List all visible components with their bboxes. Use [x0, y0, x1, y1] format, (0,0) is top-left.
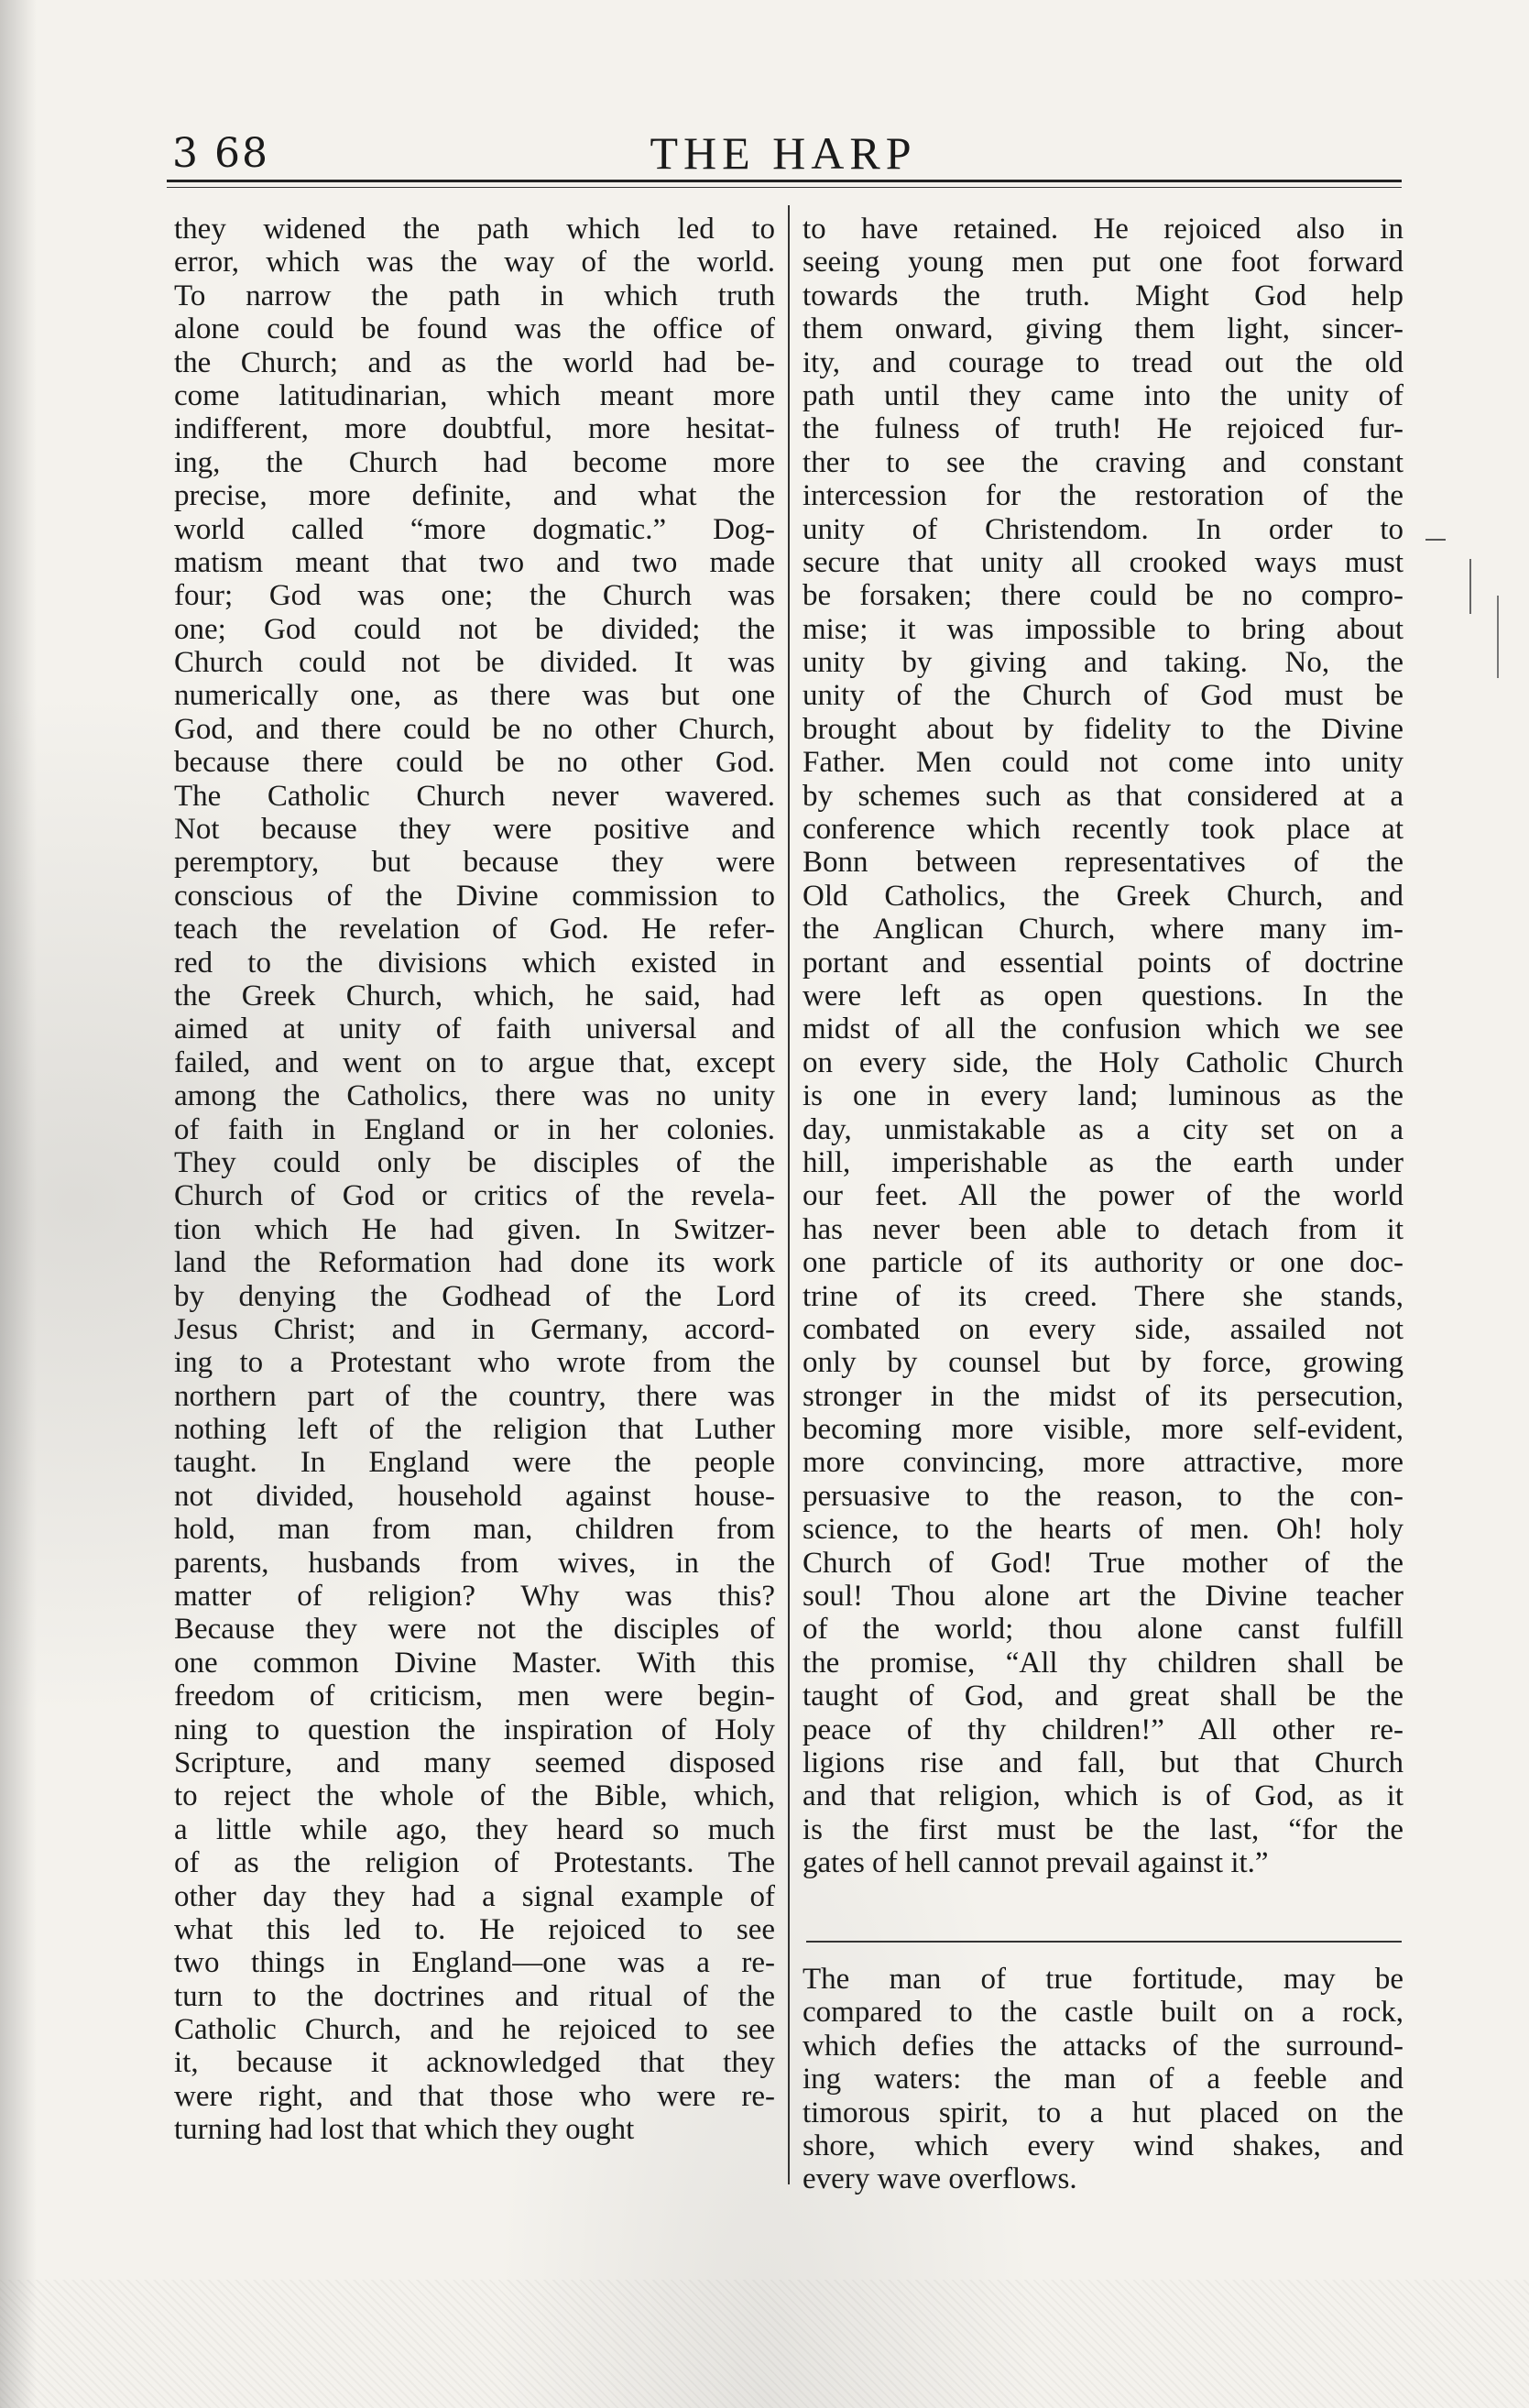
text-line: on every side, the Holy Catholic Church	[803, 1045, 1403, 1079]
page-number: 3 68	[172, 130, 269, 177]
text-line: them onward, giving them light, sincer-	[803, 312, 1403, 346]
text-line: to have retained. He rejoiced also in	[803, 213, 1403, 246]
text-line: they widened the path which led to	[174, 213, 775, 246]
text-line: secure that unity all crooked ways must	[803, 545, 1403, 579]
text-line: brought about by fidelity to the Divine	[803, 712, 1403, 746]
text-line: only by counsel but by force, growing	[803, 1346, 1403, 1380]
text-line: combated on every side, assailed not	[803, 1312, 1403, 1346]
text-line: were right, and that those who were re-	[174, 2079, 775, 2113]
text-line: unity of the Church of God must be	[803, 679, 1403, 713]
text-line: Church could not be divided. It was	[174, 646, 775, 680]
text-line: ther to see the craving and constant	[803, 445, 1403, 479]
text-line: Jesus Christ; and in Germany, accord-	[174, 1312, 775, 1346]
text-line: has never been able to detach from it	[803, 1212, 1403, 1246]
text-line: and that religion, which is of God, as it	[803, 1779, 1403, 1813]
text-line: be forsaken; there could be no compro-	[803, 579, 1403, 613]
text-line: land the Reformation had done its work	[174, 1246, 775, 1280]
page-header	[165, 119, 1402, 183]
text-line: hold, man from man, children from	[174, 1513, 775, 1547]
text-line: taught. In England were the people	[174, 1446, 775, 1480]
text-line: conference which recently took place at	[803, 813, 1403, 847]
header-rule	[167, 180, 1402, 182]
right-column-second-article	[803, 1963, 1403, 2196]
text-line: is one in every land; luminous as the	[803, 1079, 1403, 1113]
running-title: THE HARP	[650, 127, 917, 179]
text-line: They could only be disciples of the	[174, 1145, 775, 1179]
text-line: matism meant that two and two made	[174, 545, 775, 579]
page-gutter-shadow	[0, 0, 37, 2408]
text-line: ning to question the inspiration of Holy	[174, 1713, 775, 1746]
text-line: not divided, household against house-	[174, 1479, 775, 1513]
text-line: The man of true fortitude, may be	[803, 1963, 1403, 1996]
article-separator-rule	[806, 1941, 1402, 1943]
text-line: nothing left of the religion that Luther	[174, 1413, 775, 1447]
text-line: to reject the whole of the Bible, which,	[174, 1779, 775, 1813]
margin-mark	[1425, 539, 1446, 541]
text-line: tion which He had given. In Switzer-	[174, 1212, 775, 1246]
text-line: Father. Men could not come into unity	[803, 746, 1403, 780]
text-line: other day they had a signal example of	[174, 1879, 775, 1913]
text-line: Church of God! True mother of the	[803, 1546, 1403, 1580]
header-rule-thin	[167, 187, 1402, 188]
text-line: a little while ago, they heard so much	[174, 1812, 775, 1846]
text-line: conscious of the Divine commission to	[174, 879, 775, 913]
text-line: Bonn between representatives of the	[803, 846, 1403, 880]
text-line: becoming more visible, more self-evident,	[803, 1413, 1403, 1447]
text-line: the promise, “All thy children shall be	[803, 1646, 1403, 1680]
text-line: aimed at unity of faith universal and	[174, 1012, 775, 1046]
text-line: parents, husbands from wives, in the	[174, 1546, 775, 1580]
text-line: mise; it was impossible to bring about	[803, 612, 1403, 646]
text-line: of faith in England or in her colonies.	[174, 1112, 775, 1146]
text-line: of the world; thou alone canst fulfill	[803, 1613, 1403, 1647]
text-line: God, and there could be no other Church,	[174, 712, 775, 746]
text-line: Church of God or critics of the revela-	[174, 1179, 775, 1213]
text-line: ing waters: the man of a feeble and	[803, 2063, 1403, 2096]
text-line: world called “more dogmatic.” Dog-	[174, 512, 775, 546]
text-line: peace of thy children!” All other re-	[803, 1713, 1403, 1746]
margin-tick	[1497, 596, 1499, 678]
text-line: Catholic Church, and he rejoiced to see	[174, 2013, 775, 2047]
text-line: shore, which every wind shakes, and	[803, 2129, 1403, 2162]
text-line: failed, and went on to argue that, except	[174, 1045, 775, 1079]
left-column	[174, 213, 775, 2147]
text-line: teach the revelation of God. He refer-	[174, 913, 775, 947]
text-line: hill, imperishable as the earth under	[803, 1145, 1403, 1179]
text-line: northern part of the country, there was	[174, 1379, 775, 1413]
text-line: the Greek Church, which, he said, had	[174, 979, 775, 1012]
text-line: towards the truth. Might God help	[803, 279, 1403, 312]
text-line: Scripture, and many seemed disposed	[174, 1746, 775, 1779]
text-line: stronger in the midst of its persecution,	[803, 1379, 1403, 1413]
text-line: numerically one, as there was but one	[174, 679, 775, 713]
text-line: The Catholic Church never wavered.	[174, 779, 775, 813]
text-line: science, to the hearts of men. Oh! holy	[803, 1513, 1403, 1547]
text-line: compared to the castle built on a rock,	[803, 1996, 1403, 2030]
text-line: gates of hell cannot prevail against it.”	[803, 1846, 1269, 1880]
page-bottom-speckle	[0, 2280, 1529, 2408]
text-line: because there could be no other God.	[174, 746, 775, 780]
text-line: ing to a Protestant who wrote from the	[174, 1346, 775, 1380]
text-line: portant and essential points of doctrine	[803, 946, 1403, 980]
text-line: turning had lost that which they ought	[174, 2113, 635, 2147]
text-line: turn to the doctrines and ritual of the	[174, 1979, 775, 2013]
text-line: Old Catholics, the Greek Church, and	[803, 879, 1403, 913]
text-line: which defies the attacks of the surround-	[803, 2029, 1403, 2063]
text-line: our feet. All the power of the world	[803, 1179, 1403, 1213]
text-line: red to the divisions which existed in	[174, 946, 775, 980]
text-line: ligions rise and fall, but that Church	[803, 1746, 1403, 1779]
text-line: by schemes such as that considered at a	[803, 779, 1403, 813]
text-line: intercession for the restoration of the	[803, 479, 1403, 513]
text-line: error, which was the way of the world.	[174, 246, 775, 279]
text-line: the fulness of truth! He rejoiced fur-	[803, 412, 1403, 446]
text-line: were left as open questions. In the	[803, 979, 1403, 1012]
margin-tick	[1469, 559, 1471, 614]
text-line: two things in England—one was a re-	[174, 1946, 775, 1980]
text-line: indifferent, more doubtful, more hesitat-	[174, 412, 775, 446]
text-line: one common Divine Master. With this	[174, 1646, 775, 1680]
text-line: matter of religion? Why was this?	[174, 1580, 775, 1614]
text-line: path until they came into the unity of	[803, 378, 1403, 412]
text-line: is the first must be the last, “for the	[803, 1812, 1403, 1846]
text-line: Because they were not the disciples of	[174, 1613, 775, 1647]
text-line: it, because it acknowledged that they	[174, 2046, 775, 2080]
text-line: timorous spirit, to a hut placed on the	[803, 2096, 1403, 2129]
text-line: unity of Christendom. In order to	[803, 512, 1403, 546]
text-line: come latitudinarian, which meant more	[174, 378, 775, 412]
text-line: To narrow the path in which truth	[174, 279, 775, 312]
text-line: more convincing, more attractive, more	[803, 1446, 1403, 1480]
text-line: midst of all the confusion which we see	[803, 1012, 1403, 1046]
text-line: the Church; and as the world had be-	[174, 345, 775, 379]
text-line: seeing young men put one foot forward	[803, 246, 1403, 279]
text-line: one particle of its authority or one doc-	[803, 1246, 1403, 1280]
text-line: ity, and courage to tread out the old	[803, 345, 1403, 379]
text-line: what this led to. He rejoiced to see	[174, 1912, 775, 1946]
text-line: taught of God, and great shall be the	[803, 1680, 1403, 1713]
text-line: one; God could not be divided; the	[174, 612, 775, 646]
text-line: trine of its creed. There she stands,	[803, 1279, 1403, 1313]
text-line: freedom of criticism, men were begin-	[174, 1680, 775, 1713]
text-line: four; God was one; the Church was	[174, 579, 775, 613]
text-line: alone could be found was the office of	[174, 312, 775, 346]
text-line: day, unmistakable as a city set on a	[803, 1112, 1403, 1146]
text-line: the Anglican Church, where many im-	[803, 913, 1403, 947]
text-line: Not because they were positive and	[174, 813, 775, 847]
right-column	[803, 213, 1403, 1880]
text-line: precise, more definite, and what the	[174, 479, 775, 513]
text-line: persuasive to the reason, to the con-	[803, 1479, 1403, 1513]
text-line: soul! Thou alone art the Divine teacher	[803, 1580, 1403, 1614]
text-line: peremptory, but because they were	[174, 846, 775, 880]
text-line: by denying the Godhead of the Lord	[174, 1279, 775, 1313]
column-divider	[788, 205, 790, 2184]
text-line: among the Catholics, there was no unity	[174, 1079, 775, 1113]
text-line: of as the religion of Protestants. The	[174, 1846, 775, 1880]
text-line: every wave overflows.	[803, 2162, 1077, 2196]
text-line: unity by giving and taking. No, the	[803, 646, 1403, 680]
text-line: ing, the Church had become more	[174, 445, 775, 479]
